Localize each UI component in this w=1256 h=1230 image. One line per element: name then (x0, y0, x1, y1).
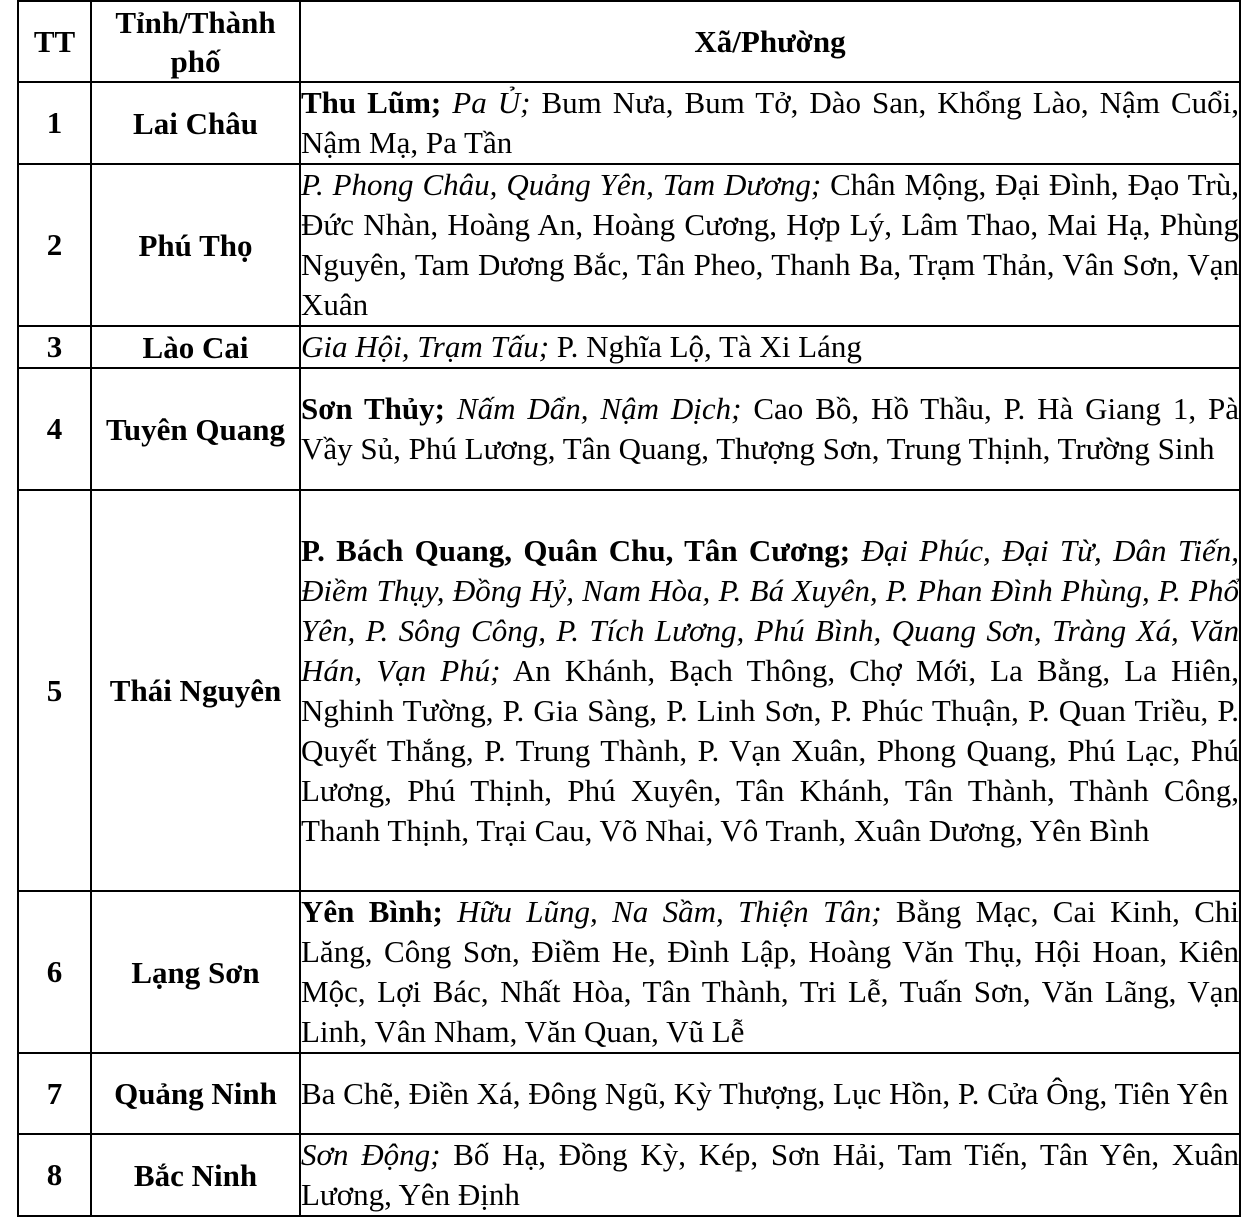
province-name: Lào Cai (91, 326, 300, 368)
table-row (18, 891, 1240, 1053)
ward-list-plain: An Khánh, Bạch Thông, Chợ Mới, La Bằng, La Hiên, Nghinh Tường, P. Gia Sàng, P. Linh Sơn, P. Phúc Thuận, P. Quan Triều, P. Quyết Thắng, P. Trung Thành, P. Vạn Xuân, Phong Quang, Phú Lạc, Phú Lương, Phú Thịnh, Phú Xuyên, Tân Khánh, Tân Thành, Thành Công, Thanh Thịnh, Trại Cau, Võ Nhai, Vô Tranh, Xuân Dương, Yên Bình (301, 652, 1239, 848)
table-row (18, 82, 1240, 164)
ward-list-italic: Sơn Động; (301, 1137, 441, 1172)
table-row (18, 164, 1240, 326)
ward-list (300, 490, 1240, 891)
ward-list-italic: P. Phong Châu, Quảng Yên, Tam Dương; (301, 167, 822, 202)
province-name: Phú Thọ (91, 164, 300, 326)
ward-list-plain: Bằng Mạc, Cai Kinh, Chi Lăng, Công Sơn, Điềm He, Đình Lập, Hoàng Văn Thụ, Hội Hoan, Kiên Mộc, Lợi Bác, Nhất Hòa, Tân Thành, Tri Lễ, Tuấn Sơn, Văn Lãng, Vạn Linh, Vân Nham, Văn Quan, Vũ Lễ (301, 894, 1240, 1049)
row-number: 5 (18, 490, 91, 891)
row-number: 8 (18, 1134, 91, 1216)
province-name: Lạng Sơn (91, 891, 300, 1053)
ward-list-plain: P. Nghĩa Lộ, Tà Xi Láng (549, 329, 862, 364)
table-row (18, 326, 1240, 368)
ward-table (17, 0, 1241, 1217)
ward-list-plain: Bum Nưa, Bum Tở, Dào San, Khổng Lào, Nậm Cuổi, Nậm Mạ, Pa Tần (301, 85, 1239, 160)
province-name: Lai Châu (91, 82, 300, 164)
ward-list-italic: Hữu Lũng, Na Sầm, Thiện Tân; (442, 894, 882, 929)
province-name: Thái Nguyên (91, 490, 300, 891)
ward-list (300, 1053, 1240, 1134)
ward-list-plain: Ba Chẽ, Điền Xá, Đông Ngũ, Kỳ Thượng, Lục Hồn, P. Cửa Ông, Tiên Yên (301, 1075, 1229, 1111)
table-row (18, 1134, 1240, 1216)
ward-list-italic: Đại Phúc, Đại Từ, Dân Tiến, Điềm Thụy, Đồng Hỷ, Nam Hòa, P. Bá Xuyên, P. Phan Đình Phùng, P. Phổ Yên, P. Sông Công, P. Tích Lương, Phú Bình, Quang Sơn, Tràng Xá, Văn Hán, Vạn Phú; (301, 532, 1240, 688)
table-row (18, 368, 1240, 490)
row-number: 1 (18, 82, 91, 164)
ward-list-bold: Sơn Thủy; (301, 391, 445, 426)
ward-list-bold: Yên Bình; (301, 894, 443, 929)
ward-list-bold: Thu Lũm; (301, 85, 442, 120)
row-number: 3 (18, 326, 91, 368)
ward-list (300, 326, 1240, 368)
row-number: 7 (18, 1053, 91, 1134)
header-row (18, 1, 1240, 82)
ward-list-plain: Bố Hạ, Đồng Kỳ, Kép, Sơn Hải, Tam Tiến, Tân Yên, Xuân Lương, Yên Định (301, 1137, 1239, 1212)
province-name: Quảng Ninh (91, 1053, 300, 1134)
row-number: 2 (18, 164, 91, 326)
ward-list-bold: P. Bách Quang, Quân Chu, Tân Cương; (301, 532, 851, 568)
ward-list (300, 368, 1240, 490)
row-number: 6 (18, 891, 91, 1053)
ward-list-italic: Pa Ủ; (441, 85, 531, 120)
header-tt: TT (18, 1, 91, 82)
ward-list-plain: Cao Bồ, Hồ Thầu, P. Hà Giang 1, Pà Vầy Sủ, Phú Lương, Tân Quang, Thượng Sơn, Trung Thịnh, Trường Sinh (301, 391, 1239, 466)
ward-list-italic: Nấm Dẩn, Nậm Dịch; (444, 391, 742, 426)
ward-list (300, 1134, 1240, 1216)
ward-list-plain: Chân Mộng, Đại Đình, Đạo Trù, Đức Nhàn, Hoàng An, Hoàng Cương, Hợp Lý, Lâm Thao, Mai Hạ, Phùng Nguyên, Tam Dương Bắc, Tân Pheo, Thanh Ba, Trạm Thản, Vân Sơn, Vạn Xuân (301, 167, 1239, 322)
ward-list (300, 82, 1240, 164)
ward-list (300, 891, 1240, 1053)
province-name: Bắc Ninh (91, 1134, 300, 1216)
header-province: Tỉnh/Thành phố (91, 1, 300, 82)
row-number: 4 (18, 368, 91, 490)
table-row (18, 1053, 1240, 1134)
province-name: Tuyên Quang (91, 368, 300, 490)
ward-list (300, 164, 1240, 326)
header-ward: Xã/Phường (300, 1, 1240, 82)
table-row (18, 490, 1240, 891)
ward-list-italic: Gia Hội, Trạm Tấu; (301, 329, 550, 364)
